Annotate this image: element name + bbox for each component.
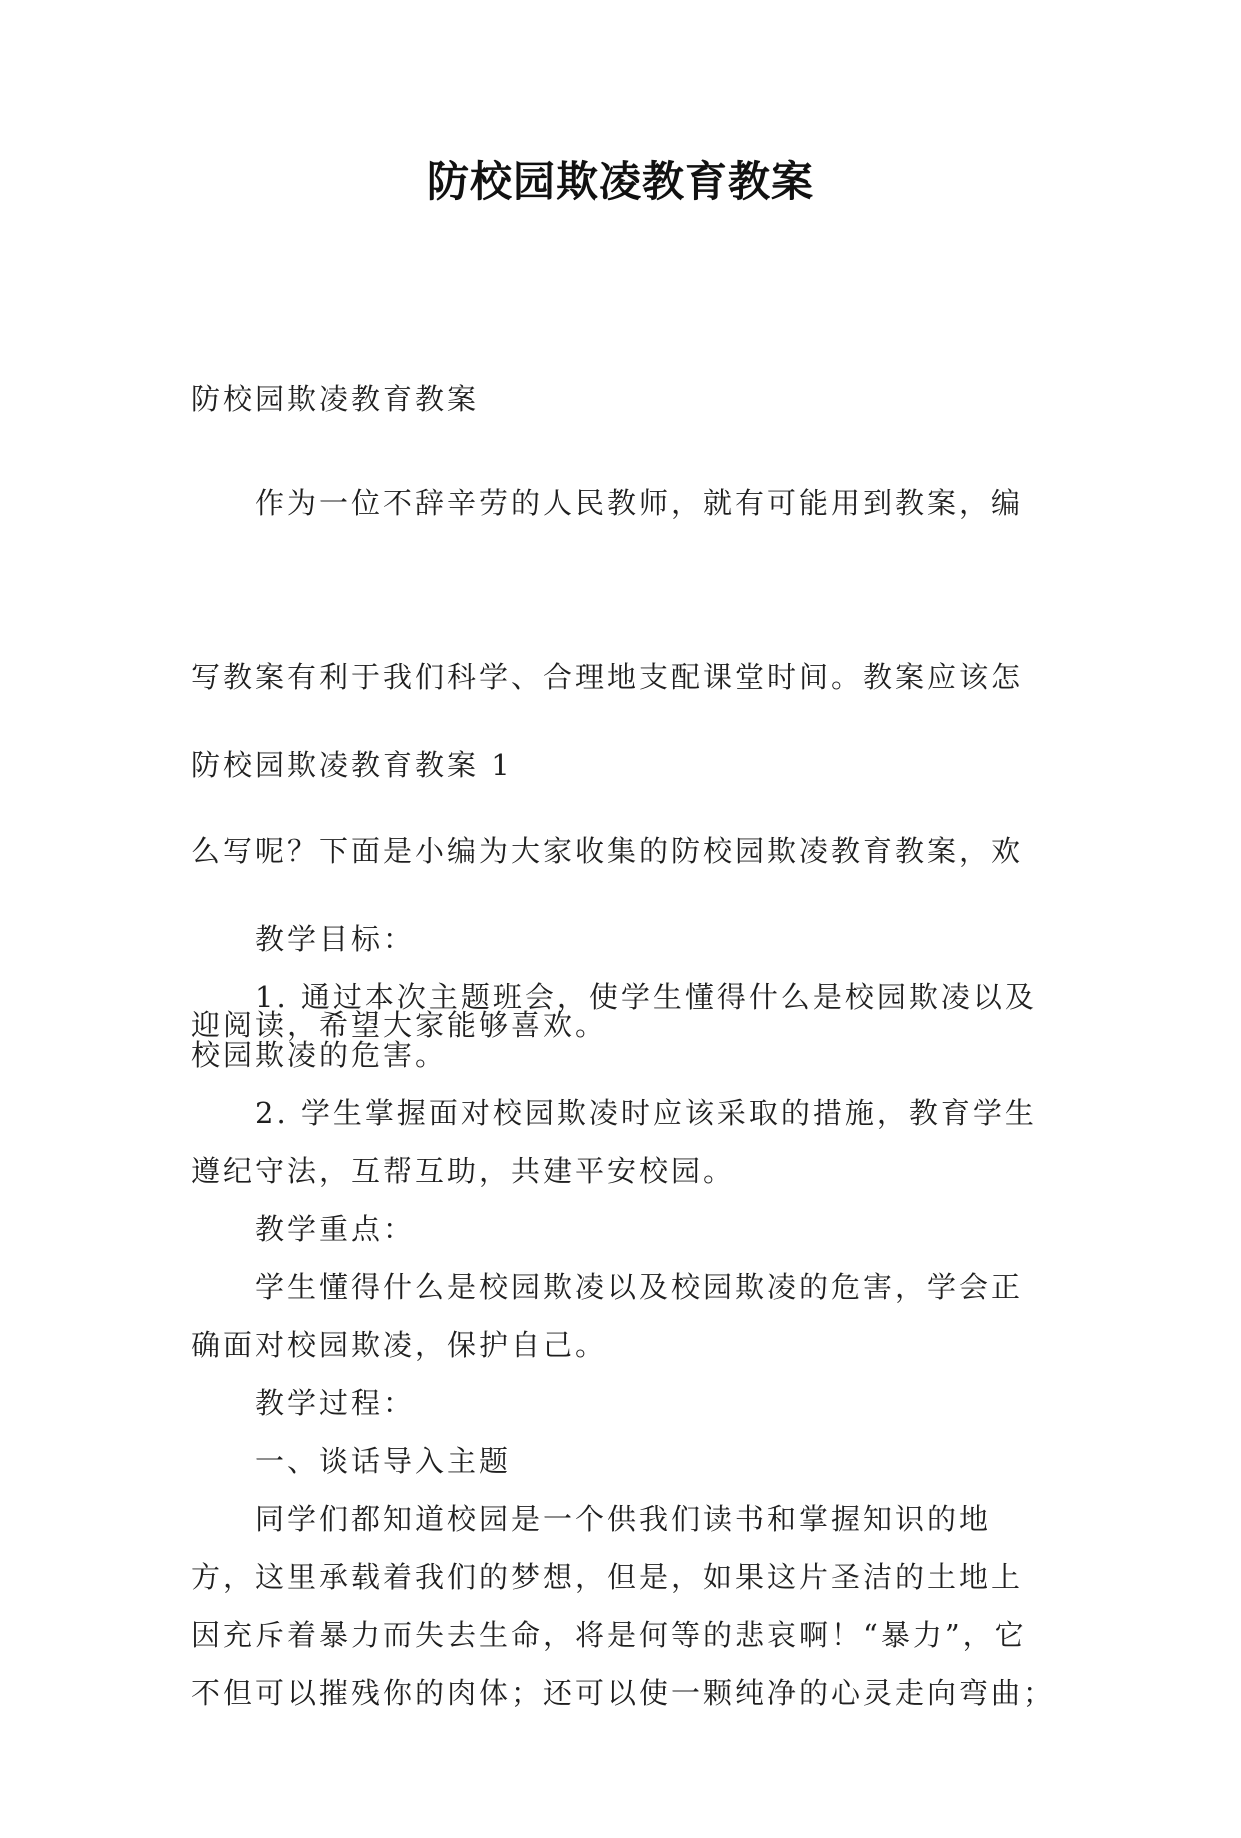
intro-line: 么写呢？下面是小编为大家收集的防校园欺凌教育教案，欢 — [191, 834, 1024, 868]
body-line: 不但可以摧残你的肉体；还可以使一颗纯净的心灵走向弯曲； — [191, 1676, 1056, 1710]
body-line: 教学过程： — [255, 1386, 416, 1420]
body-line: 遵纪守法，互帮互助，共建平安校园。 — [191, 1154, 736, 1188]
body-line: 学生懂得什么是校园欺凌以及校园欺凌的危害，学会正 — [255, 1270, 1024, 1304]
intro-line: 写教案有利于我们科学、合理地支配课堂时间。教案应该怎 — [191, 660, 1024, 694]
body-line: 因充斥着暴力而失去生命，将是何等的悲哀啊！“暴力”，它 — [191, 1618, 1027, 1652]
intro-line: 迎阅读，希望大家能够喜欢。 — [191, 1008, 608, 1042]
document-subtitle: 防校园欺凌教育教案 — [191, 382, 480, 416]
body-line: 校园欺凌的危害。 — [191, 1038, 448, 1072]
body-line: 1. 通过本次主题班会，使学生懂得什么是校园欺凌以及 — [255, 980, 1037, 1014]
body-line: 2. 学生掌握面对校园欺凌时应该采取的措施，教育学生 — [255, 1096, 1037, 1130]
body-line: 同学们都知道校园是一个供我们读书和掌握知识的地 — [255, 1502, 992, 1536]
body-line: 一、谈话导入主题 — [255, 1444, 512, 1478]
body-line: 教学目标： — [255, 922, 416, 956]
body-line: 教学重点： — [255, 1212, 416, 1246]
section-body — [191, 910, 1056, 1722]
section-block — [191, 620, 1056, 1838]
body-line: 确面对校园欺凌，保护自己。 — [191, 1328, 608, 1362]
intro-line: 作为一位不辞辛劳的人民教师，就有可能用到教案，编 — [255, 486, 1024, 520]
document-title: 防校园欺凌教育教案 — [426, 157, 814, 206]
section-heading: 防校园欺凌教育教案 1 — [191, 748, 513, 782]
body-line: 方，这里承载着我们的梦想，但是，如果这片圣洁的土地上 — [191, 1560, 1024, 1594]
